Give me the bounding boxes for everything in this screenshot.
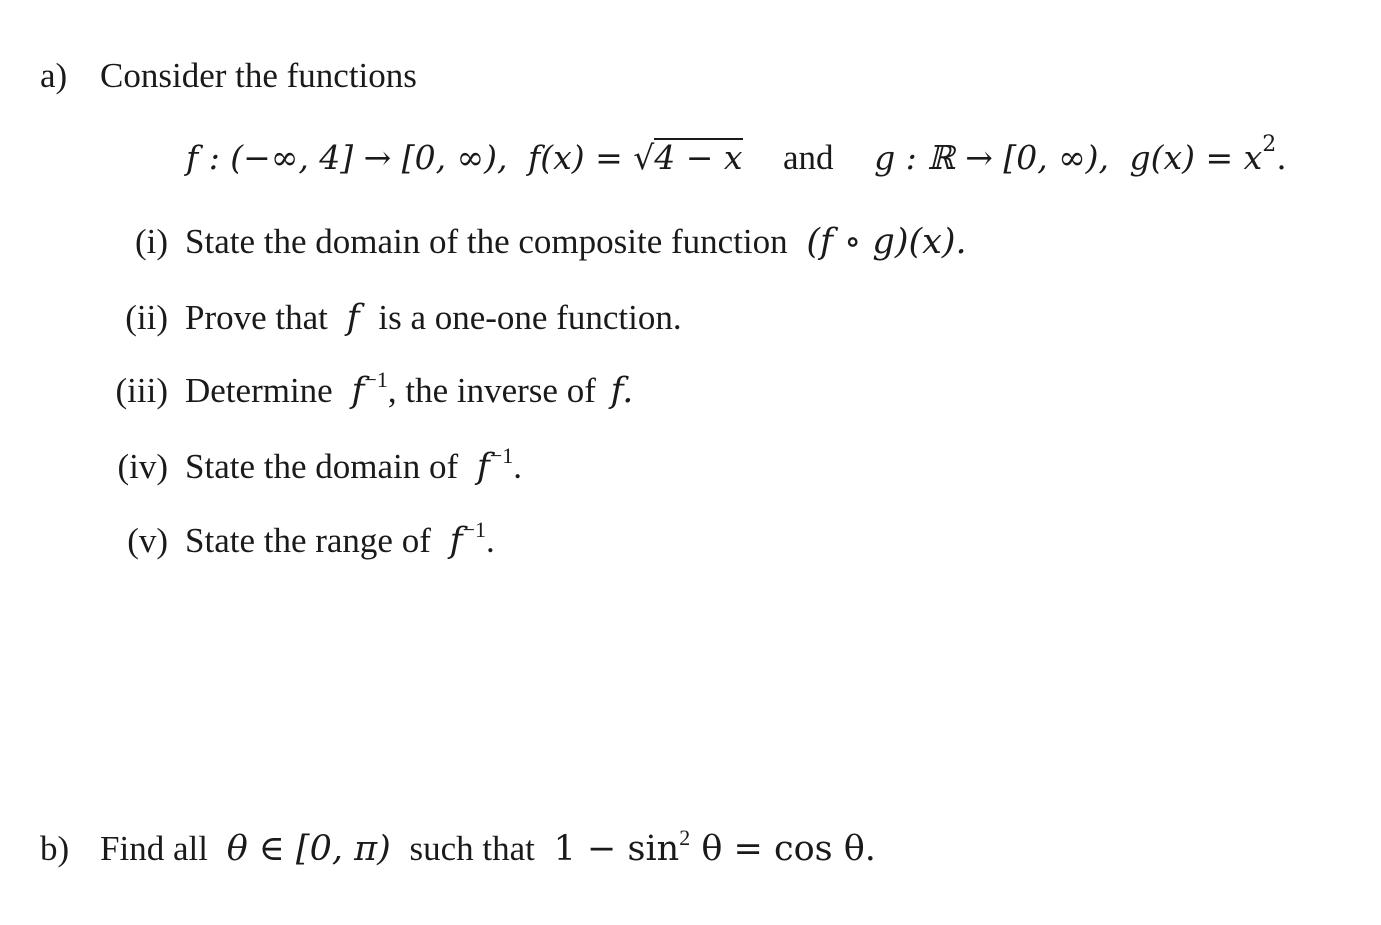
f-mapping: f : (−∞, 4] → [0, ∞), bbox=[186, 138, 508, 177]
item-text-part: , the inverse of bbox=[387, 371, 596, 410]
item-text-part: Determine bbox=[185, 371, 333, 410]
item-text-part: State the domain of the composite function bbox=[185, 222, 788, 261]
item-text bbox=[185, 367, 634, 411]
item-text-part: State the range of bbox=[185, 521, 431, 560]
f-rule-radicand: 4 − x bbox=[654, 138, 743, 177]
f-rule-lhs: f(x) = bbox=[528, 138, 634, 177]
g-rule: g(x) = x bbox=[1129, 138, 1263, 177]
item-label: (i) bbox=[134, 222, 168, 261]
part-b-text-part: such that bbox=[409, 829, 535, 868]
g-rule-end: . bbox=[1276, 138, 1287, 177]
part-a-label: a) bbox=[40, 56, 68, 95]
item-exponent: −1 bbox=[489, 443, 514, 468]
item-text bbox=[185, 517, 495, 561]
part-b-math: θ = cos θ. bbox=[690, 829, 876, 869]
item-math: f bbox=[449, 521, 463, 561]
item-math: f bbox=[351, 371, 365, 411]
item-label: (ii) bbox=[125, 298, 168, 337]
part-b-math: 1 − sin bbox=[553, 829, 680, 869]
item-end: . bbox=[486, 521, 495, 560]
function-definitions bbox=[186, 132, 1287, 177]
item-math: f bbox=[346, 298, 360, 338]
sqrt-symbol: √ bbox=[633, 138, 655, 177]
part-b-label: b) bbox=[40, 829, 70, 868]
part-a-intro: Consider the functions bbox=[100, 56, 417, 95]
item-text bbox=[185, 224, 967, 260]
part-b-text bbox=[100, 825, 876, 869]
part-b-math: θ ∈ [0, π) bbox=[226, 829, 391, 869]
item-math: f. bbox=[610, 371, 634, 411]
item-math: (f ∘ g)(x). bbox=[806, 222, 967, 262]
part-b-text-part: Find all bbox=[100, 829, 208, 868]
part-b-exponent: 2 bbox=[679, 825, 691, 850]
item-end: . bbox=[513, 447, 523, 486]
item-label: (v) bbox=[127, 521, 168, 560]
item-text bbox=[185, 300, 682, 336]
item-exponent: −1 bbox=[364, 367, 388, 392]
item-text bbox=[185, 443, 523, 487]
item-text-part: State the domain of bbox=[185, 447, 459, 486]
g-mapping: g : ℝ → [0, ∞), bbox=[874, 138, 1110, 177]
item-text-part: is a one-one function. bbox=[378, 298, 682, 337]
conjunction-and: and bbox=[783, 138, 834, 177]
item-label: (iii) bbox=[115, 371, 168, 410]
item-label: (iv) bbox=[117, 447, 168, 486]
part-a-header bbox=[40, 56, 417, 95]
item-math: f bbox=[476, 447, 490, 487]
item-text-part: Prove that bbox=[185, 298, 328, 337]
g-rule-exponent: 2 bbox=[1262, 132, 1277, 157]
item-exponent: −1 bbox=[462, 517, 487, 542]
